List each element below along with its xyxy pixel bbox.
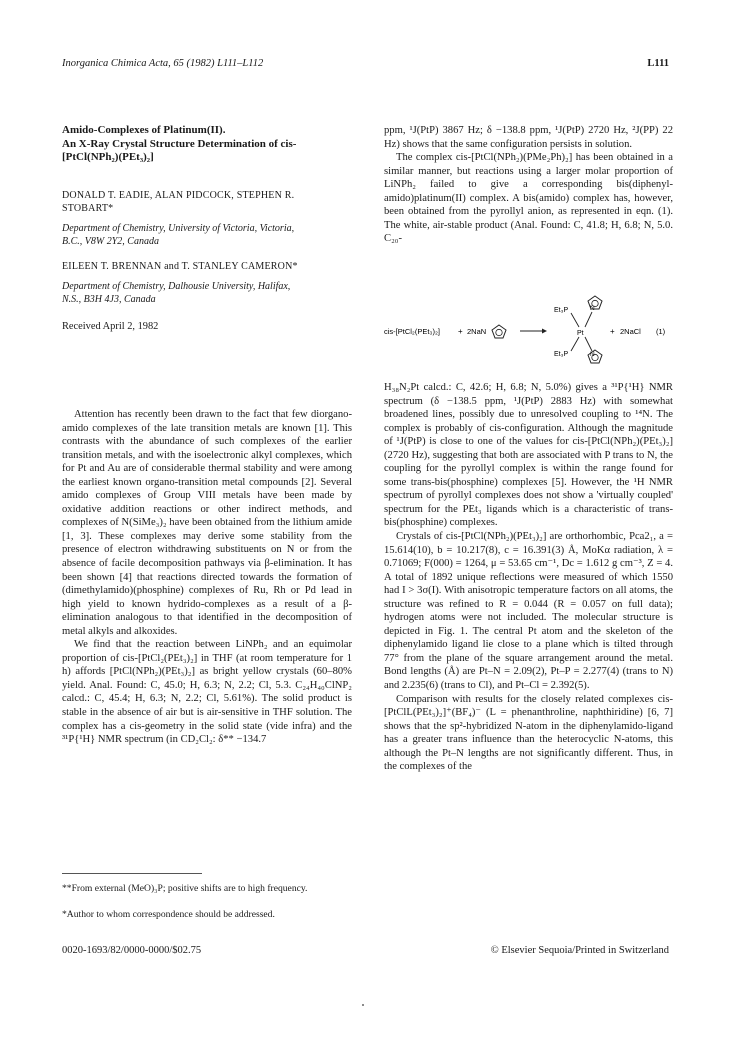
author-list-1 [62, 189, 352, 216]
affiliation-2 [62, 280, 352, 306]
pyrrole-ring-icon [588, 296, 602, 309]
equation-reactant-1: cis-[PtCl₂(PEt₃)₂] [384, 327, 440, 336]
reaction-equation [384, 294, 673, 366]
right-column-body-top [384, 124, 673, 246]
article-title-line-3: [PtCl(NPh₂)(PEt₃)₂] [62, 151, 154, 164]
product-nitrogen-top: N [590, 305, 595, 312]
product-nitrogen-bottom: N [590, 351, 595, 358]
article-front-matter [62, 124, 352, 334]
author-line: DONALD T. EADIE, ALAN PIDCOCK, STEPHEN R. [62, 189, 295, 201]
equation-reactant-2: 2NaN [467, 327, 487, 336]
journal-citation: Inorganica Chimica Acta, 65 (1982) L111–L112 [62, 58, 264, 69]
right-column-body-bottom [384, 381, 673, 774]
author-list-2 [62, 260, 352, 274]
product-phosphine-top: Et₃P [554, 307, 569, 314]
scan-speck [362, 1004, 364, 1006]
footnote-divider [62, 873, 202, 874]
page-number: L111 [647, 58, 669, 69]
equation-byproduct: 2NaCl [620, 327, 641, 336]
body-paragraph: The complex cis-[PtCl(NPh₂)(PMe₂Ph)₂] has been obtained in a similar manner, but reactions using a larger molar proportion of LiNPh₂ failed to give a corresponding bis(diphenyl-amido)platinum(II) complex. A bis(amido) complex has, however, been obtained from the pyrollyl anion, as represented in eqn. (1). The white, air-stable product (Anal. Found: C, 41.8; H, 6.8; N, 5.0. C₂₀- [384, 152, 673, 245]
equation-plus: + [458, 327, 463, 336]
affiliation-line: N.S., B3H 4J3, Canada [62, 293, 156, 305]
reaction-arrow-icon [520, 329, 547, 334]
product-metal: Pt [577, 330, 584, 337]
equation-plus: + [610, 327, 615, 336]
body-paragraph: Attention has recently been drawn to the fact that few diorgano-amido complexes of the late transition metals are known [1]. This contrasts with the abundance of such complexes of the earlier transition metals, and with the isoelectronic alkyl complexes, which for Pt and Au are of considerable thermal stability and were among the earliest known organo-transition metal compounds [2]. Several amido complexes of Group VIII metals have been made by oxidative addition reactions or other indirect methods, and complexes of N(SiMe₃)₂ have been obtained from the lithium amide [1, 3]. These complexes may derive some stability from the presence of electron withdrawing substituents on N or from the absence of facile decomposition pathways via β-elimination. It has been shown [4] that reactions directed towards the formation of (dimethylamido)(phosphine) complexes of Ru, Rh or Pd lead in high yield to known hydrido-complexes as a result of a β-elimination analogous to that identified in the decomposition of metal alkyls and alkoxides. [62, 409, 352, 637]
body-paragraph: Crystals of cis-[PtCl(NPh₂)(PEt₃)₂] are orthorhombic, Pca2₁, a = 15.614(10), b = 10.217(8), c = 16.391(3) Å, MoKα radiation, λ = 0.71069; F(000) = 1264, μ = 53.65 cm⁻¹, Dc = 1.612 g cm⁻³, Z = 4. A total of 1892 unique reflections were measured of which 1550 had I > 3σ(I). With anisotropic temperature factors on all atoms, the structure was refined to R = 0.044 (R = 0.057 on full data); hydrogen atoms were not included. The molecular structure is depicted in Fig. 1. The central Pt atom and the skeleton of the diphenylamido ligand lie close to a plane which is tilted through 77° from the plane of the square arrangement around the metal. Bond lengths (Å) are Pt–N = 2.09(2), Pt–P = 2.277(4) (trans to N) and 2.235(6) (trans to Cl), and Pt–Cl = 2.392(5). [384, 531, 673, 692]
author-line: EILEEN T. BRENNAN and T. STANLEY CAMERON* [62, 261, 298, 273]
affiliation-1 [62, 222, 352, 248]
pyrrole-ring-icon [492, 325, 506, 338]
article-code: 0020-1693/82/0000-0000/$02.75 [62, 945, 202, 956]
affiliation-line: Department of Chemistry, Dalhousie University, Halifax, [62, 280, 291, 292]
article-title-line-1: Amido-Complexes of Platinum(II). [62, 124, 226, 136]
received-date: Received April 2, 1982 [62, 321, 159, 333]
footnote-shift-reference: **From external (MeO)₃P; positive shifts are to high frequency. [62, 883, 308, 894]
affiliation-line: B.C., V8W 2Y2, Canada [62, 235, 159, 247]
body-paragraph: Comparison with results for the closely related complexes cis-[PtClL(PEt₃)₂]⁺(BF₄)⁻ (L = phenanthroline, naphthiridine) [6, 7] shows that the sp²-hybridized N-atom in the diphenylamido-ligand has a greater trans influence than the heterocyclic N-atoms, this although the Pt–N lengths are not significantly different. Thus, in the complexes of the [384, 693, 673, 773]
publisher-notice: © Elsevier Sequoia/Printed in Switzerland [490, 945, 669, 956]
article-title-line-2: An X-Ray Crystal Structure Determination of cis- [62, 137, 297, 150]
product-phosphine-bottom: Et₃P [554, 351, 569, 358]
body-paragraph: H₃₈N₂Pt calcd.: C, 42.6; H, 6.8; N, 5.0%) gives a ³¹P{¹H} NMR spectrum (δ −138.5 ppm, ¹J(PtP) 2883 Hz) with somewhat broadened lines, possibly due to unresolved coupling to ¹⁴N. The complex is probably of cis-configuration. Although the magnitude of ¹J(PtP) is close to one of the values for cis-[PtCl(NPh₂)(PEt₃)₂] (2720 Hz), suggesting that both are associated with P trans to N, the coupling for the pyrollyl complex is within the range found for some trans-bis(phosphine) complexes [5]. However, the ¹H NMR spectrum of pyrollyl complexes does not show a 'virtually coupled' spectrum for the PEt₃ ligands which is a characteristic of trans-bis(phosphine) complexes. [384, 382, 673, 529]
affiliation-line: Department of Chemistry, University of Victoria, Victoria, [62, 222, 295, 234]
footnote-correspondence: *Author to whom correspondence should be addressed. [62, 909, 275, 920]
left-column-body [62, 408, 352, 747]
equation-number: (1) [656, 327, 666, 336]
author-line: STOBART* [62, 203, 114, 215]
body-paragraph: ppm, ¹J(PtP) 3867 Hz; δ −138.8 ppm, ¹J(PtP) 2720 Hz, ²J(PP) 22 Hz) shows that the same configuration persists in solution. [384, 125, 673, 150]
body-paragraph: We find that the reaction between LiNPh₂ and an equimolar proportion of cis-[PtCl₂(PEt₃)₂] in THF (at room temperature for 1 h) affords [PtCl(NPh₂)(PEt₃)₂] as bright yellow crystals (60–80% yield. Anal. Found: C, 45.0; H, 6.3; N, 2.2; Cl, 5.3. C₂₄H₄₀ClNP₂ calcd.: C, 45.4; H, 6.3; N, 2.2; Cl, 5.61%). The solid product is stable in the absence of air but is air-sensitive in THF solution. The complex has a cis-geometry in the solid state (vide infra) and the ³¹P{¹H} NMR spectrum (in CD₂Cl₂: δ** −134.7 [62, 639, 352, 746]
